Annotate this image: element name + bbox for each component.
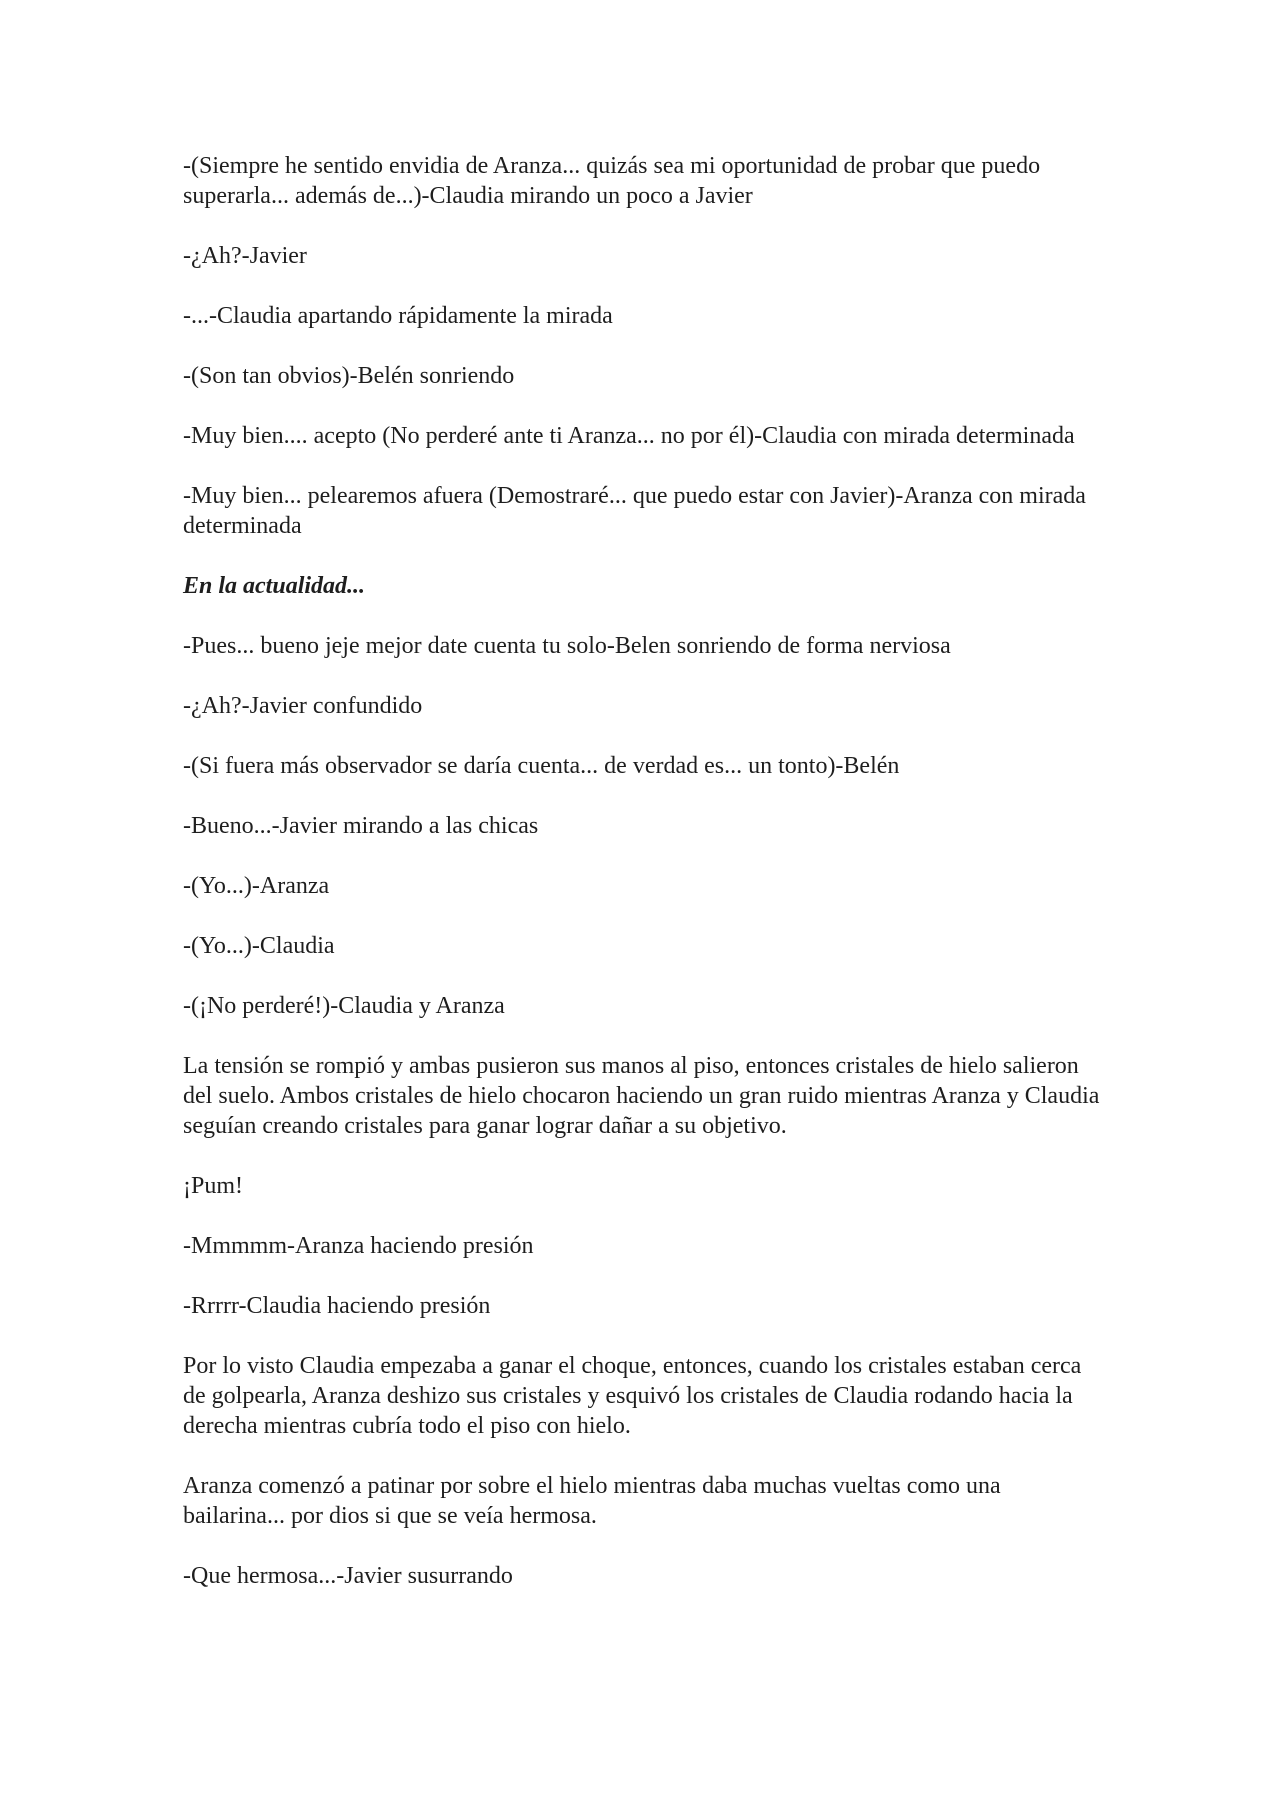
narrative-paragraph: La tensión se rompió y ambas pusieron sus manos al piso, entonces cristales de hielo salieron del suelo. Ambos cristales de hielo chocaron haciendo un gran ruido mientras Aranza y Claudia seguían creando cristales para ganar lograr dañar a su objetivo. (183, 1053, 1100, 1139)
narrative-paragraph: Aranza comenzó a patinar por sobre el hielo mientras daba muchas vueltas como una bailarina... por dios si que se veía hermosa. (183, 1473, 1001, 1529)
dialogue-line: -Pues... bueno jeje mejor date cuenta tu solo-Belen sonriendo de forma nerviosa (183, 633, 951, 659)
dialogue-line: -(Yo...)-Aranza (183, 873, 330, 899)
document-page (183, 151, 1103, 1621)
narrative-paragraph: Por lo visto Claudia empezaba a ganar el choque, entonces, cuando los cristales estaban cerca de golpearla, Aranza deshizo sus cristales y esquivó los cristales de Claudia rodando hacia la derecha mientras cubría todo el piso con hielo. (183, 1353, 1082, 1439)
dialogue-line: -Muy bien.... acepto (No perderé ante ti Aranza... no por él)-Claudia con mirada determinada (183, 423, 1075, 449)
dialogue-line: -(Yo...)-Claudia (183, 933, 335, 959)
dialogue-line: -(Si fuera más observador se daría cuenta... de verdad es... un tonto)-Belén (183, 753, 900, 779)
dialogue-line: -(Son tan obvios)-Belén sonriendo (183, 363, 515, 389)
dialogue-line: -Mmmmm-Aranza haciendo presión (183, 1233, 534, 1259)
dialogue-line: -¿Ah?-Javier (183, 243, 307, 269)
dialogue-line: -Bueno...-Javier mirando a las chicas (183, 813, 539, 839)
dialogue-line: -Rrrrr-Claudia haciendo presión (183, 1293, 491, 1319)
dialogue-line: -(Siempre he sentido envidia de Aranza... quizás sea mi oportunidad de probar que puedo superarla... además de...)-Claudia mirando un poco a Javier (183, 153, 1041, 209)
sound-effect: ¡Pum! (183, 1173, 243, 1199)
dialogue-line: -Muy bien... pelearemos afuera (Demostraré... que puedo estar con Javier)-Aranza con mirada determinada (183, 483, 1086, 539)
dialogue-line: -Que hermosa...-Javier susurrando (183, 1563, 513, 1589)
section-heading: En la actualidad... (183, 573, 366, 599)
dialogue-line: -...-Claudia apartando rápidamente la mirada (183, 303, 613, 329)
dialogue-line: -¿Ah?-Javier confundido (183, 693, 423, 719)
dialogue-line: -(¡No perderé!)-Claudia y Aranza (183, 993, 505, 1019)
